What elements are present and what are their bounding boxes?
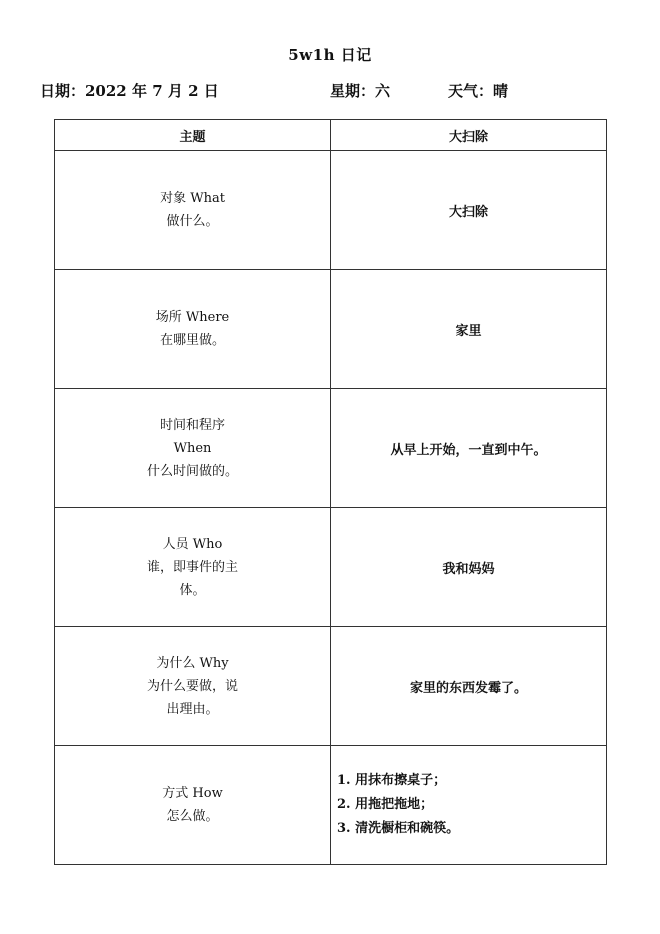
weekday-field: 星期：六	[330, 82, 391, 100]
table-row-when	[55, 389, 607, 508]
date-field: 日期：2022 年 7 月 2 日	[40, 82, 219, 100]
row-label-line: 体。	[179, 582, 206, 598]
row-label-line: 时间和程序	[159, 417, 225, 433]
list-item: 3. 清洗橱柜和碗筷。	[337, 821, 460, 836]
table-row-where	[55, 270, 607, 389]
table-header-row	[55, 120, 607, 151]
how-steps-list	[331, 769, 606, 841]
row-label-line: 方式 How	[162, 786, 223, 801]
row-value	[331, 746, 607, 865]
row-label-line: 做什么。	[166, 214, 219, 229]
row-value: 家里的东西发霉了。	[331, 627, 607, 746]
row-value: 从早上开始，一直到中午。	[331, 389, 607, 508]
row-label	[55, 746, 331, 865]
row-label	[55, 389, 331, 508]
row-label-line: 人员 Who	[162, 536, 223, 552]
row-label-line: When	[173, 440, 212, 456]
table-row-who	[55, 508, 607, 627]
row-label-line: 谁，即事件的主	[146, 559, 238, 575]
table-row-what	[55, 151, 607, 270]
header-topic-value: 大扫除	[331, 120, 607, 151]
row-label	[55, 508, 331, 627]
row-value: 大扫除	[331, 151, 607, 270]
list-item: 1. 用抹布擦桌子；	[337, 773, 447, 788]
row-label-line: 为什么要做，说	[146, 678, 238, 694]
row-label-line: 怎么做。	[166, 809, 219, 824]
row-label-line: 场所 Where	[155, 310, 230, 325]
header-topic-label: 主题	[55, 120, 331, 151]
page-title: 5w1h 日记	[288, 46, 372, 64]
table-row-how	[55, 746, 607, 865]
row-value: 我和妈妈	[331, 508, 607, 627]
row-label-line: 对象 What	[160, 191, 225, 206]
row-label-line: 在哪里做。	[159, 333, 225, 348]
diary-table	[54, 119, 607, 865]
row-label-line: 什么时间做的。	[146, 463, 238, 479]
row-label-line: 出理由。	[166, 701, 219, 717]
diary-info-row	[40, 80, 620, 102]
list-item: 2. 用拖把拖地；	[337, 797, 434, 812]
row-label-line: 为什么 Why	[156, 655, 229, 671]
table-row-why	[55, 627, 607, 746]
row-label	[55, 270, 331, 389]
row-label	[55, 151, 331, 270]
weather-field: 天气：晴	[448, 82, 509, 100]
row-value: 家里	[331, 270, 607, 389]
row-label	[55, 627, 331, 746]
